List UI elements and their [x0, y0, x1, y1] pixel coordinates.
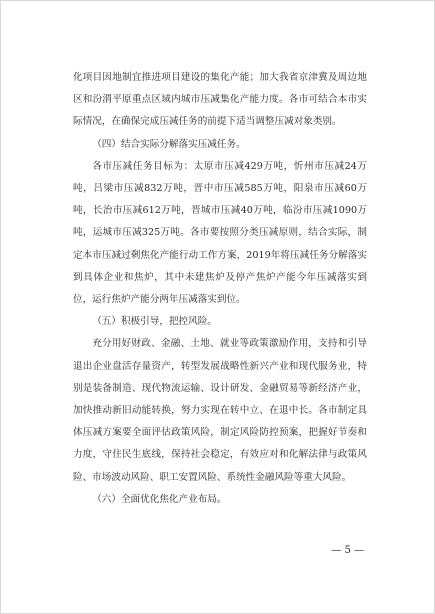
section-heading-5: （五）积极引导，把控风险。 — [92, 316, 217, 328]
paragraph-risk-control: 充分用好财政、金融、土地、就业等政策激励作用，支持和引导退出企业盘活存量资产，转型发展战略性新兴产业和现代服务业，特别是装备制造、现代物流运输、设计研发、金融贸易等新经济产业，加快推动新旧动能转换，努力实现在转中立、在退中长。各市制定具体压减方案要全面评估政策风险，制定风险防控预案，把握好节奏和力度，守住民生底线，保持社会稳定，有效应对和化解法律与政策风险、市场波动风险、职工安置风险、系统性金融风险等重大风险。 — [73, 338, 367, 483]
paragraph-targets: 各市压减任务目标为：太原市压减429万吨，忻州市压减24万吨，吕梁市压减832万吨，晋中市压减585万吨，阳泉市压减60万吨，长治市压减612万吨，晋城市压减40万吨，临汾市压减1090万吨，运城市压减325万吨。各市要按照分类压减原则，结合实际，制定本市压减过剩焦化产能行动工作方案，2019年将压减任务分解落实到具体企业和焦炉，其中未建焦炉及停产焦炉产能今年压减落实到位，运行焦炉产能分两年压减落实到位。 — [73, 160, 367, 306]
document-body — [73, 67, 367, 511]
section-heading-6: （六）全面优化焦化产业布局。 — [92, 493, 227, 505]
section-heading-4: （四）结合实际分解落实压减任务。 — [92, 138, 246, 150]
paragraph-continuation: 化项目因地制宜推进项目建设的集化产能；加大我省京津冀及周边地区和汾渭平原重点区域内城市压减集化产能力度。各市可结合本市实际情况，在确保完成压减任务的前提下适当调整压减对象类别。 — [73, 72, 367, 128]
page-number: — 5 — — [331, 545, 364, 556]
